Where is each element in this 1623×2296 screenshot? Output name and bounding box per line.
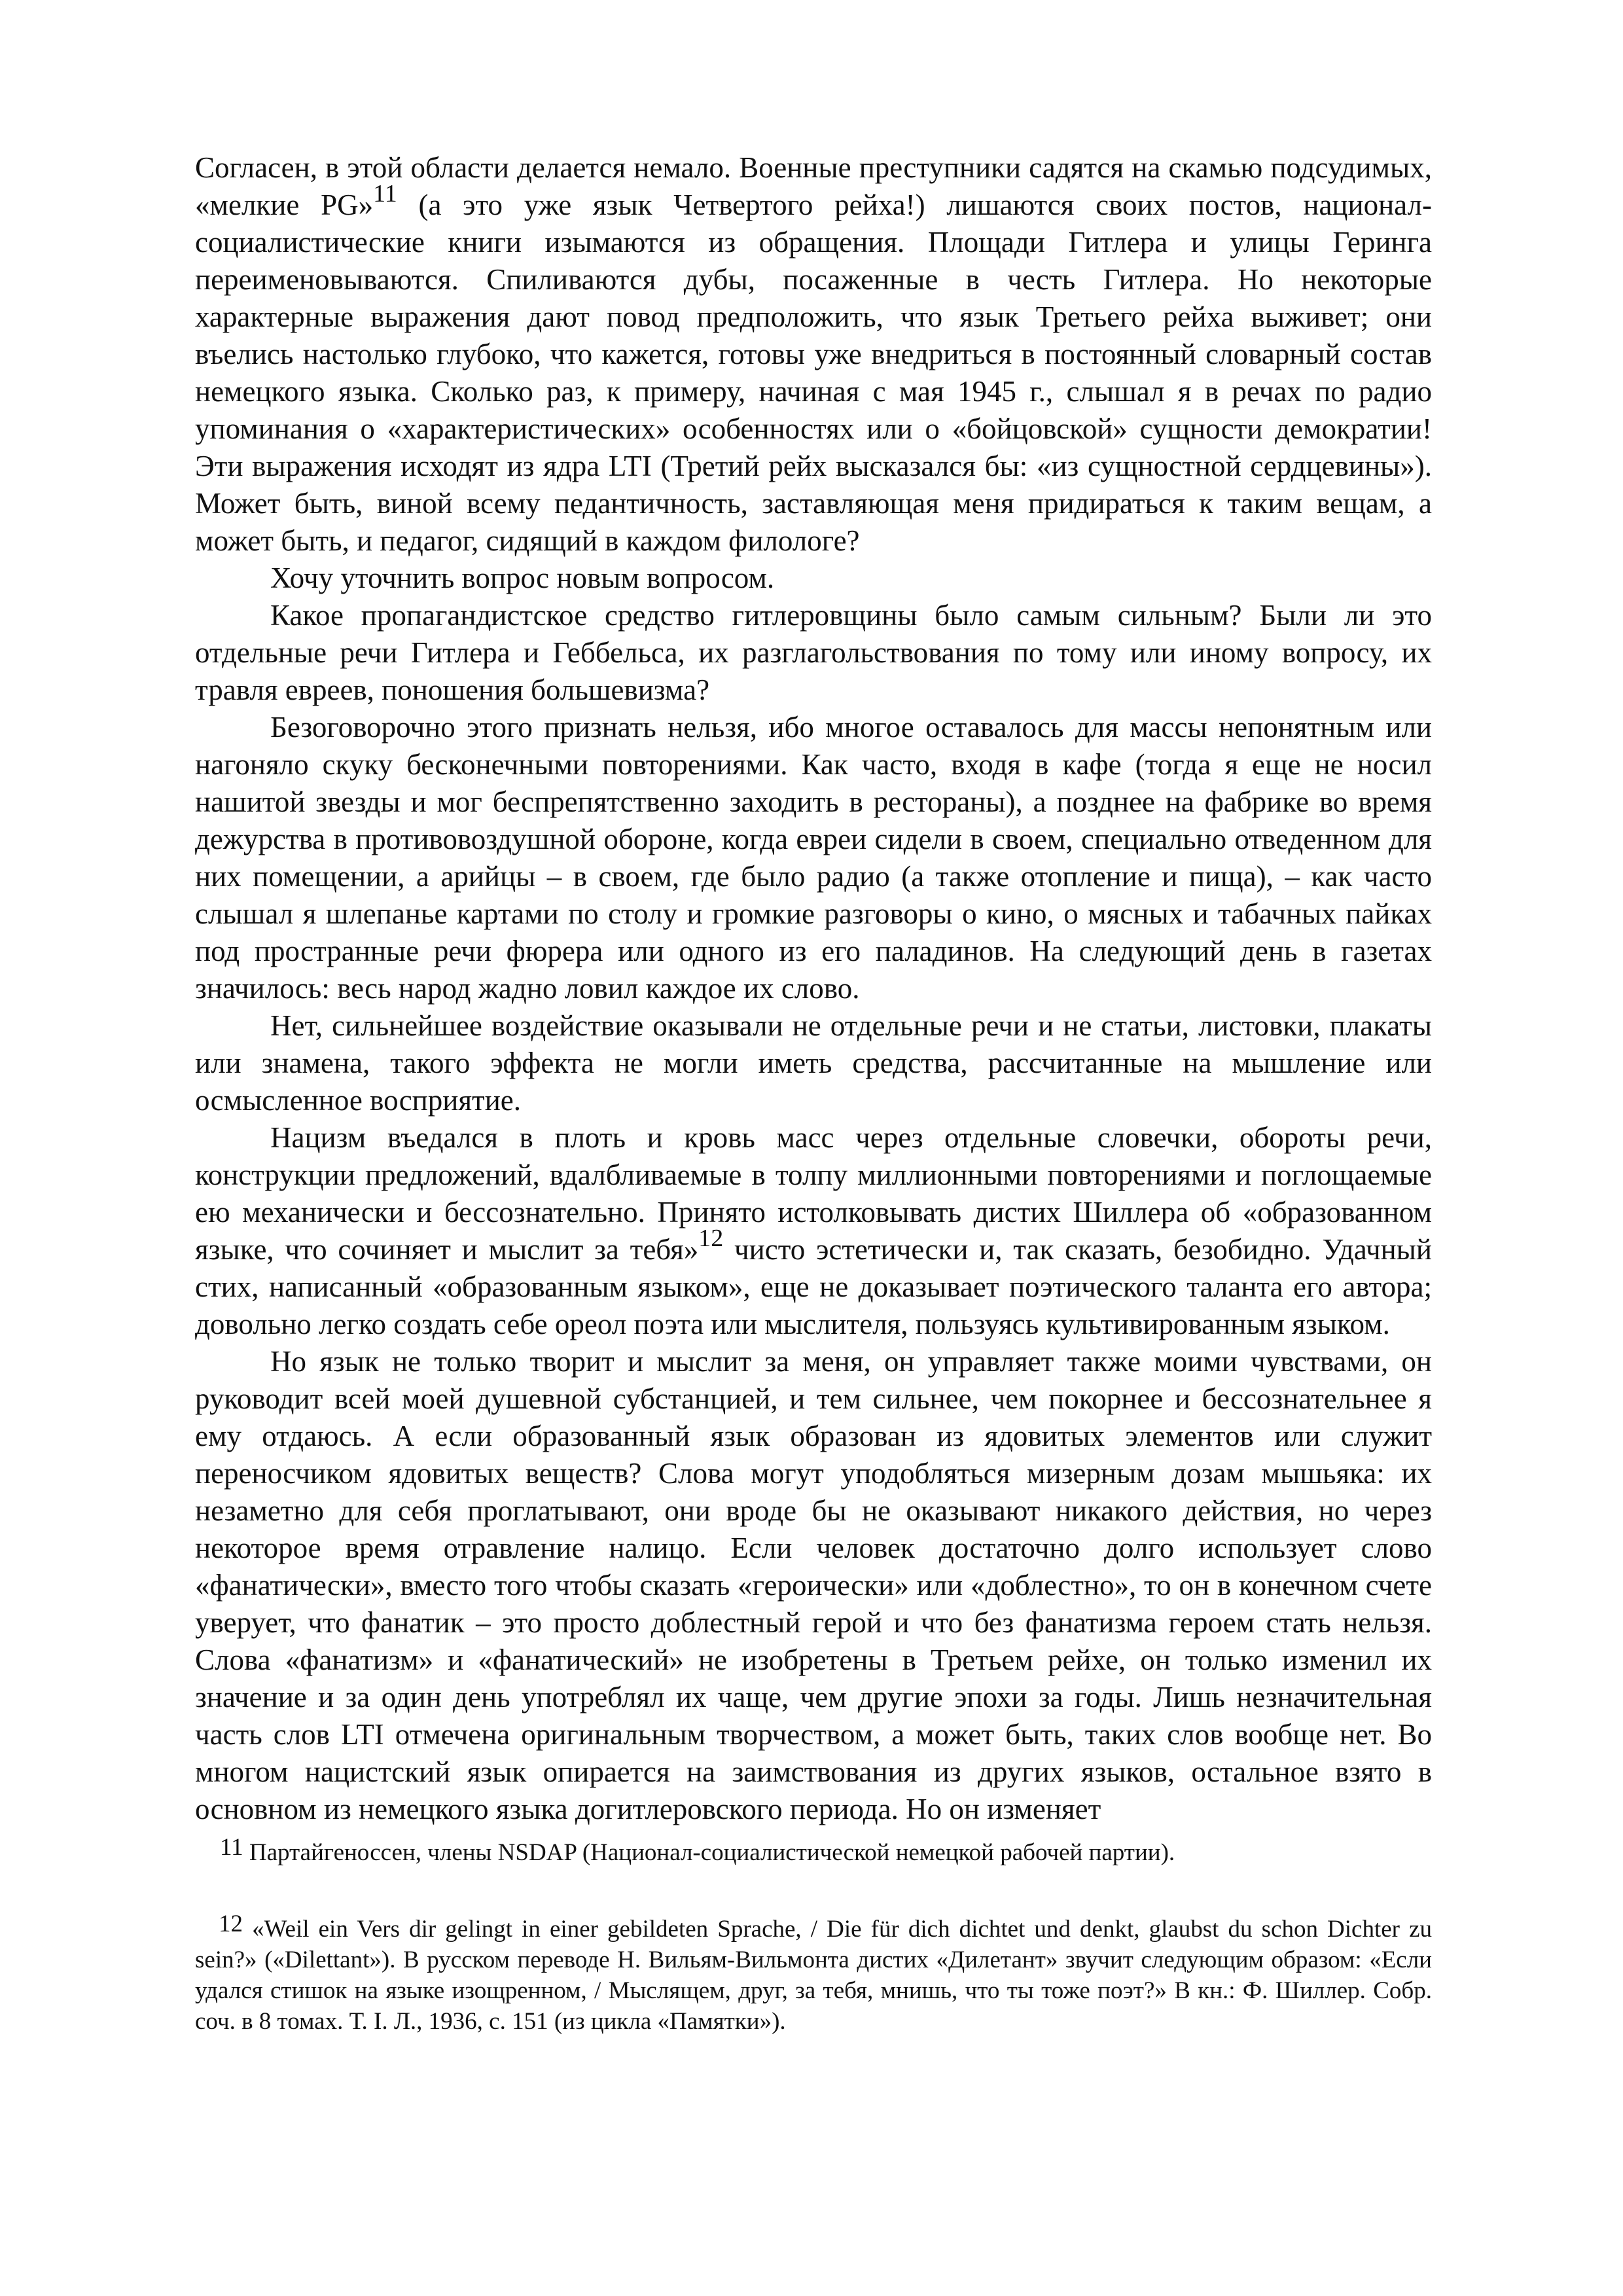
paragraph-4 bbox=[195, 709, 1432, 1007]
main-text bbox=[195, 149, 1432, 1828]
footnote-number: 12 bbox=[219, 1910, 243, 1937]
paragraph-6 bbox=[195, 1119, 1432, 1343]
paragraph-text: Хочу уточнить вопрос новым вопросом. bbox=[270, 562, 775, 594]
paragraph-text: Согласен, в этой области делается немало. Военные преступники садятся на скамью подсудимых, «мелкие PG» bbox=[195, 151, 1432, 221]
paragraph-text: Какое пропагандистское средство гитлеровщины было самым сильным? Были ли это отдельные речи Гитлера и Геббельса, их разглагольствования по тому или иному вопросу, их травля евреев, поношения большевизма? bbox=[195, 599, 1432, 706]
paragraph-text: Но язык не только творит и мыслит за меня, он управляет также моими чувствами, он руководит всей моей душевной субстанцией, и тем сильнее, чем покорнее и бессознательнее я ему отдаюсь. А если образованный язык образован из ядовитых элементов или служит переносчиком ядовитых веществ? Слова могут уподобляться мизерным дозам мышьяка: их незаметно для себя проглатывают, они вроде бы не оказывают никакого действия, но через некоторое время отравление налицо. Если человек достаточно долго использует слово «фанатически», вместо того чтобы сказать «героически» или «доблестно», то он в конечном счете уверует, что фанатик – это просто доблестный герой и что без фанатизма героем стать нельзя. Слова «фанатизм» и «фанатический» не изобретены в Третьем рейхе, он только изменил их значение и за один день употреблял их чаще, чем другие эпохи за годы. Лишь незначительная часть слов LTI отмечена оригинальным творчеством, а может быть, таких слов вообще нет. Во многом нацистский язык опирается на заимствования из других языков, остальное взято в основном из немецкого языка догитлеровского периода. Но он изменяет bbox=[195, 1345, 1432, 1825]
footnote-text: Партайгеноссен, члены NSDAP (Национал-социалистической немецкой рабочей партии). bbox=[249, 1839, 1175, 1866]
paragraph-text: Нацизм въедался в плоть и кровь масс через отдельные словечки, обороты речи, конструкции предложений, вдалбливаемые в толпу миллионными повторениями и поглощаемые ею механически и бессознательно. Принято истолковывать дистих Шиллера об «образованном языке, что сочиняет и мыслит за тебя» bbox=[195, 1121, 1432, 1266]
footnote-number: 11 bbox=[220, 1834, 243, 1861]
paragraph-text: Нет, сильнейшее воздействие оказывали не отдельные речи и не статьи, листовки, плакаты или знамена, такого эффекта не могли иметь средства, рассчитанные на мышление или осмысленное восприятие. bbox=[195, 1009, 1432, 1117]
footnote-12 bbox=[195, 1910, 1432, 2037]
paragraph-3 bbox=[195, 597, 1432, 709]
footnote-ref-11[interactable]: 11 bbox=[373, 180, 397, 207]
paragraph-text: чисто эстетически и, так сказать, безобидно. Удачный стих, написанный «образованным языком», еще не доказывает поэтического таланта его автора; довольно легко создать себе ореол поэта или мыслителя, пользуясь культивированным языком. bbox=[195, 1233, 1432, 1340]
paragraph-text: (а это уже язык Четвертого рейха!) лишаются своих постов, национал-социалистические книги изымаются из обращения. Площади Гитлера и улицы Геринга переименовываются. Спиливаются дубы, посаженные в честь Гитлера. Но некоторые характерные выражения дают повод предположить, что язык Третьего рейха выживет; они въелись настолько глубоко, что кажется, готовы уже внедриться в постоянный словарный состав немецкого языка. Сколько раз, к примеру, начиная с мая 1945 г., слышал я в речах по радио упоминания о «характеристических» особенностях или о «бойцовской» сущности демократии! Эти выражения исходят из ядра LTI (Третий рейх высказался бы: «из сущностной сердцевины»). Может быть, виной всему педантичность, заставляющая меня придираться к таким вещам, а может быть, и педагог, сидящий в каждом филологе? bbox=[195, 188, 1432, 557]
footnote-11 bbox=[195, 1834, 1432, 1868]
paragraph-7 bbox=[195, 1343, 1432, 1828]
document-page bbox=[195, 149, 1432, 2037]
footnotes-section bbox=[195, 1834, 1432, 2037]
paragraph-5 bbox=[195, 1007, 1432, 1119]
paragraph-2 bbox=[195, 560, 1432, 597]
paragraph-text: Безоговорочно этого признать нельзя, ибо многое оставалось для массы непонятным или нагоняло скуку бесконечными повторениями. Как часто, входя в кафе (тогда я еще не носил нашитой звезды и мог беспрепятственно заходить в рестораны), а позднее на фабрике во время дежурства в противовоздушной обороне, когда евреи сидели в своем, специально отведенном для них помещении, а арийцы – в своем, где было радио (а также отопление и пища), – как часто слышал я шлепанье картами по столу и громкие разговоры о кино, о мясных и табачных пайках под пространные речи фюрера или одного из его паладинов. На следующий день в газетах значилось: весь народ жадно ловил каждое их слово. bbox=[195, 711, 1432, 1005]
footnote-text: «Weil ein Vers dir gelingt in einer gebildeten Sprache, / Die für dich dichtet und denkt, glaubst du schon Dichter zu sein?» («Dilettant»). В русском переводе Н. Вильям-Вильмонта дистих «Дилетант» звучит следующим образом: «Если удался стишок на языке изощренном, / Мыслящем, друг, за тебя, мнишь, что ты тоже поэт?» В кн.: Ф. Шиллер. Собр. соч. в 8 томах. Т. I. Л., 1936, с. 151 (из цикла «Памятки»). bbox=[195, 1916, 1432, 2035]
footnote-ref-12[interactable]: 12 bbox=[698, 1225, 724, 1252]
paragraph-1 bbox=[195, 149, 1432, 560]
